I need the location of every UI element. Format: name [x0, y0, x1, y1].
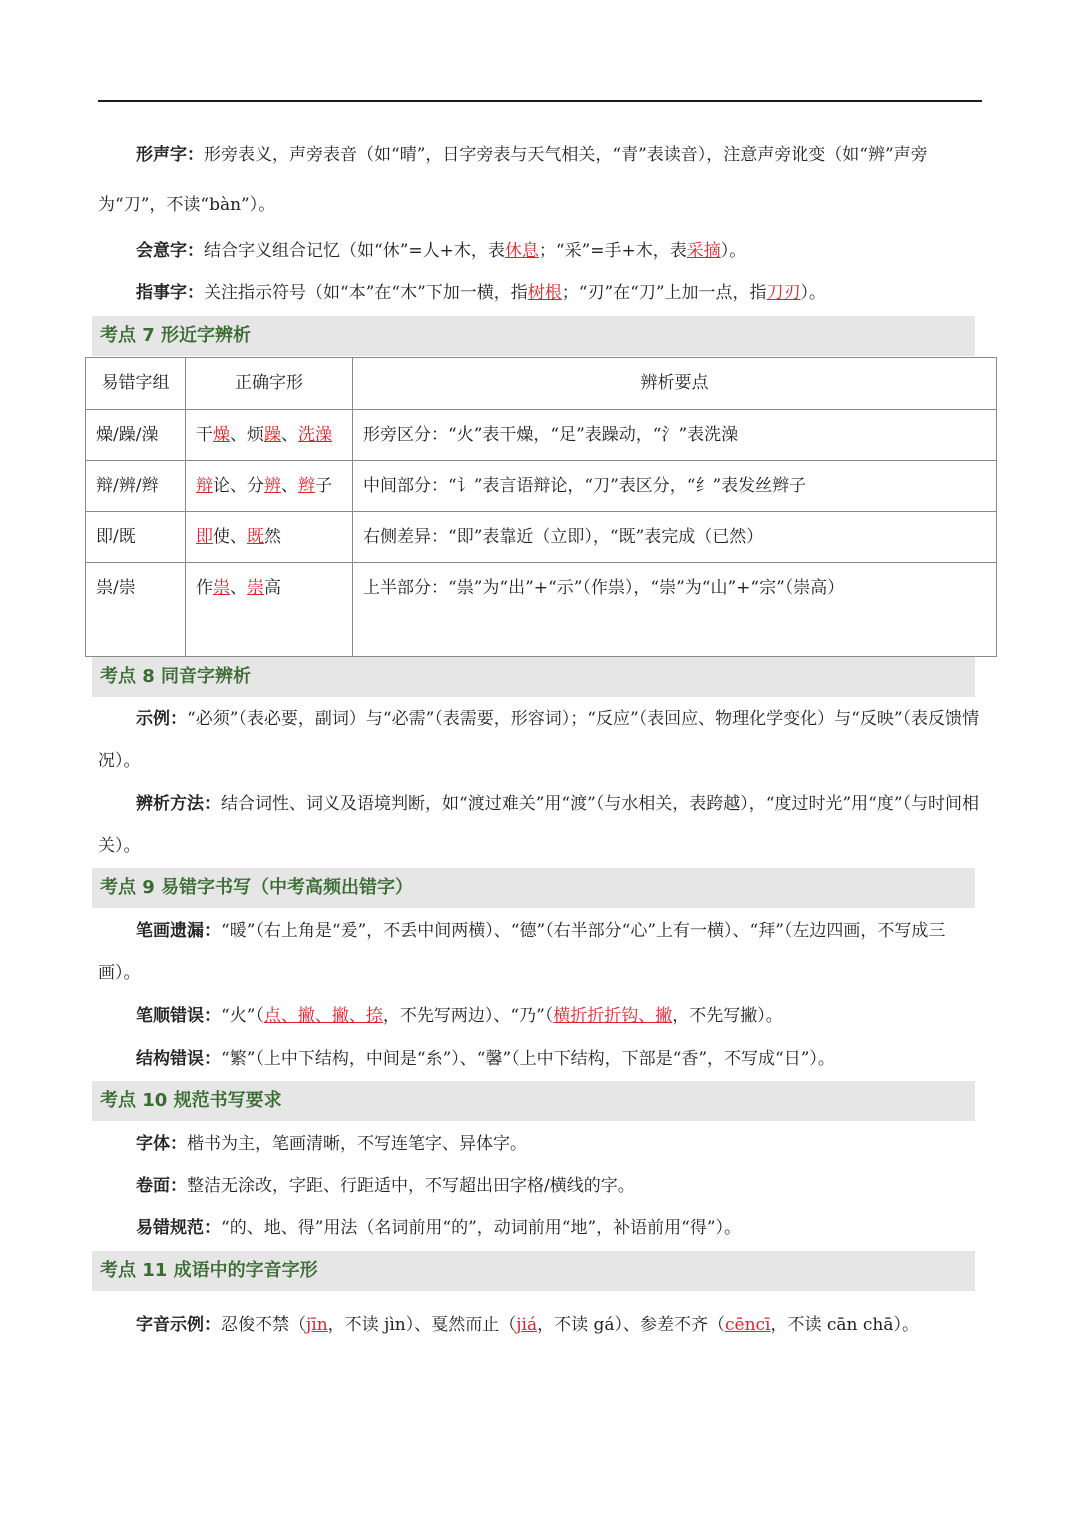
section-heading-7: 考点 7 形近字辨析 — [92, 316, 975, 356]
table-row — [86, 563, 997, 657]
paragraph-pronunciation — [98, 1297, 982, 1353]
paragraph-huiyi — [98, 230, 982, 272]
highlight-word: 刀刃 — [766, 283, 801, 303]
highlight-word: jīn — [306, 1315, 328, 1335]
term-label: 卷面： — [136, 1176, 187, 1196]
section-heading-10: 考点 10 规范书写要求 — [92, 1081, 975, 1121]
correct-form-cell: 干燥、烦躁、洗澡 — [186, 410, 353, 461]
similar-characters-table — [85, 357, 997, 657]
highlight-word: 点、撇、撇、捺 — [263, 1006, 383, 1026]
section-heading-11: 考点 11 成语中的字音字形 — [92, 1251, 975, 1291]
paragraph-text: “火”（ — [221, 1006, 264, 1026]
highlight-word: cēncī — [725, 1315, 771, 1335]
section-heading-8: 考点 8 同音字辨析 — [92, 657, 975, 697]
term-label: 笔画遗漏： — [136, 921, 221, 941]
paragraph-zhishi — [98, 272, 982, 314]
highlight-word: 树根 — [527, 283, 562, 303]
paragraph-text: “的、地、得”用法（名词前用“的”，动词前用“地”，补语前用“得”）。 — [221, 1218, 742, 1238]
header-rule — [98, 100, 982, 102]
paragraph-text: 关注指示符号（如“本”在“木”下加一横，指 — [204, 283, 528, 303]
highlight-word: 采摘 — [686, 241, 721, 261]
analysis-cell: 上半部分：“祟”为“出”+“示”（作祟），“崇”为“山”+“宗”（崇高） — [353, 563, 997, 657]
paragraph-text: ，不先写两边）、“乃”（ — [382, 1006, 554, 1026]
char-group-cell: 祟/崇 — [86, 563, 186, 657]
paragraph-text: “暖”（右上角是“爰”，不丢中间两横）、“德”（右半部分“心”上有一横）、“拜”（左边四画，不写成三画）。 — [98, 921, 946, 983]
paragraph-structure — [98, 1038, 982, 1080]
table-header: 易错字组 — [86, 358, 186, 410]
table-row — [86, 512, 997, 563]
char-group-cell: 辩/辨/辫 — [86, 461, 186, 512]
paragraph-text: ；“采”=手+木，表 — [538, 241, 687, 261]
table-row — [86, 461, 997, 512]
analysis-cell: 形旁区分：“火”表干燥，“足”表躁动，“氵”表洗澡 — [353, 410, 997, 461]
analysis-cell: 右侧差异：“即”表靠近（立即），“既”表完成（已然） — [353, 512, 997, 563]
paragraph-text: 楷书为主，笔画清晰，不写连笔字、异体字。 — [187, 1134, 527, 1154]
highlight-word: 横折折折钩、撇 — [553, 1006, 673, 1026]
section-heading-9: 考点 9 易错字书写（中考高频出错字） — [92, 868, 975, 908]
table-header: 辨析要点 — [353, 358, 997, 410]
correct-form-cell: 辩论、分辨、辫子 — [186, 461, 353, 512]
term-label: 字体： — [136, 1134, 187, 1154]
correct-form-cell: 作祟、崇高 — [186, 563, 353, 657]
term-label: 示例： — [136, 709, 187, 729]
table-row — [86, 410, 997, 461]
highlight-word: 休息 — [504, 241, 539, 261]
paragraph-text: ，不读 gá）、参差不齐（ — [537, 1315, 725, 1335]
paragraph-text: 结合字义组合记忆（如“休”=人+木，表 — [204, 241, 505, 261]
paragraph-example — [98, 698, 982, 782]
paragraph-layout — [98, 1165, 982, 1207]
term-label: 笔顺错误： — [136, 1006, 221, 1026]
paragraph-xingsheng — [98, 130, 982, 230]
term-label: 形声字： — [136, 145, 204, 165]
paragraph-stroke-order — [98, 995, 982, 1037]
paragraph-text: 忍俊不禁（ — [221, 1315, 306, 1335]
correct-form-cell: 即使、既然 — [186, 512, 353, 563]
paragraph-missing-strokes — [98, 910, 982, 994]
term-label: 字音示例： — [136, 1315, 221, 1335]
paragraph-text: ，不读 jìn）、戛然而止（ — [327, 1315, 517, 1335]
char-group-cell: 燥/躁/澡 — [86, 410, 186, 461]
paragraph-text: ，不先写撇）。 — [672, 1006, 783, 1026]
analysis-cell: 中间部分：“讠”表言语辩论，“刀”表区分，“纟”表发丝辫子 — [353, 461, 997, 512]
char-group-cell: 即/既 — [86, 512, 186, 563]
paragraph-text: 形旁表义，声旁表音（如“晴”，日字旁表与天气相关，“青”表读音），注意声旁讹变（如“辨”声旁为“刀”，不读“bàn”）。 — [98, 145, 928, 215]
paragraph-text: “繁”（上中下结构，中间是“糸”）、“馨”（上中下结构，下部是“香”，不写成“日”）。 — [221, 1049, 835, 1069]
paragraph-font — [98, 1123, 982, 1165]
paragraph-text: ）。 — [800, 283, 827, 303]
paragraph-usage — [98, 1207, 982, 1249]
paragraph-text: ）。 — [720, 241, 747, 261]
term-label: 结构错误： — [136, 1049, 221, 1069]
term-label: 指事字： — [136, 283, 204, 303]
paragraph-text: ，不读 cān chā）。 — [770, 1315, 920, 1335]
highlight-word: jiá — [516, 1315, 538, 1335]
term-label: 辨析方法： — [136, 794, 221, 814]
paragraph-text: “必须”（表必要，副词）与“必需”（表需要，形容词）；“反应”（表回应、物理化学变化）与“反映”（表反馈情况）。 — [98, 709, 980, 771]
term-label: 会意字： — [136, 241, 204, 261]
term-label: 易错规范： — [136, 1218, 221, 1238]
paragraph-text: 整洁无涂改，字距、行距适中，不写超出田字格/横线的字。 — [187, 1176, 635, 1196]
table-header: 正确字形 — [186, 358, 353, 410]
paragraph-text: ；“刃”在“刀”上加一点，指 — [561, 283, 767, 303]
paragraph-text: 结合词性、词义及语境判断，如“渡过难关”用“渡”（与水相关，表跨越），“度过时光”用“度”（与时间相关）。 — [98, 794, 980, 856]
paragraph-method — [98, 783, 982, 867]
